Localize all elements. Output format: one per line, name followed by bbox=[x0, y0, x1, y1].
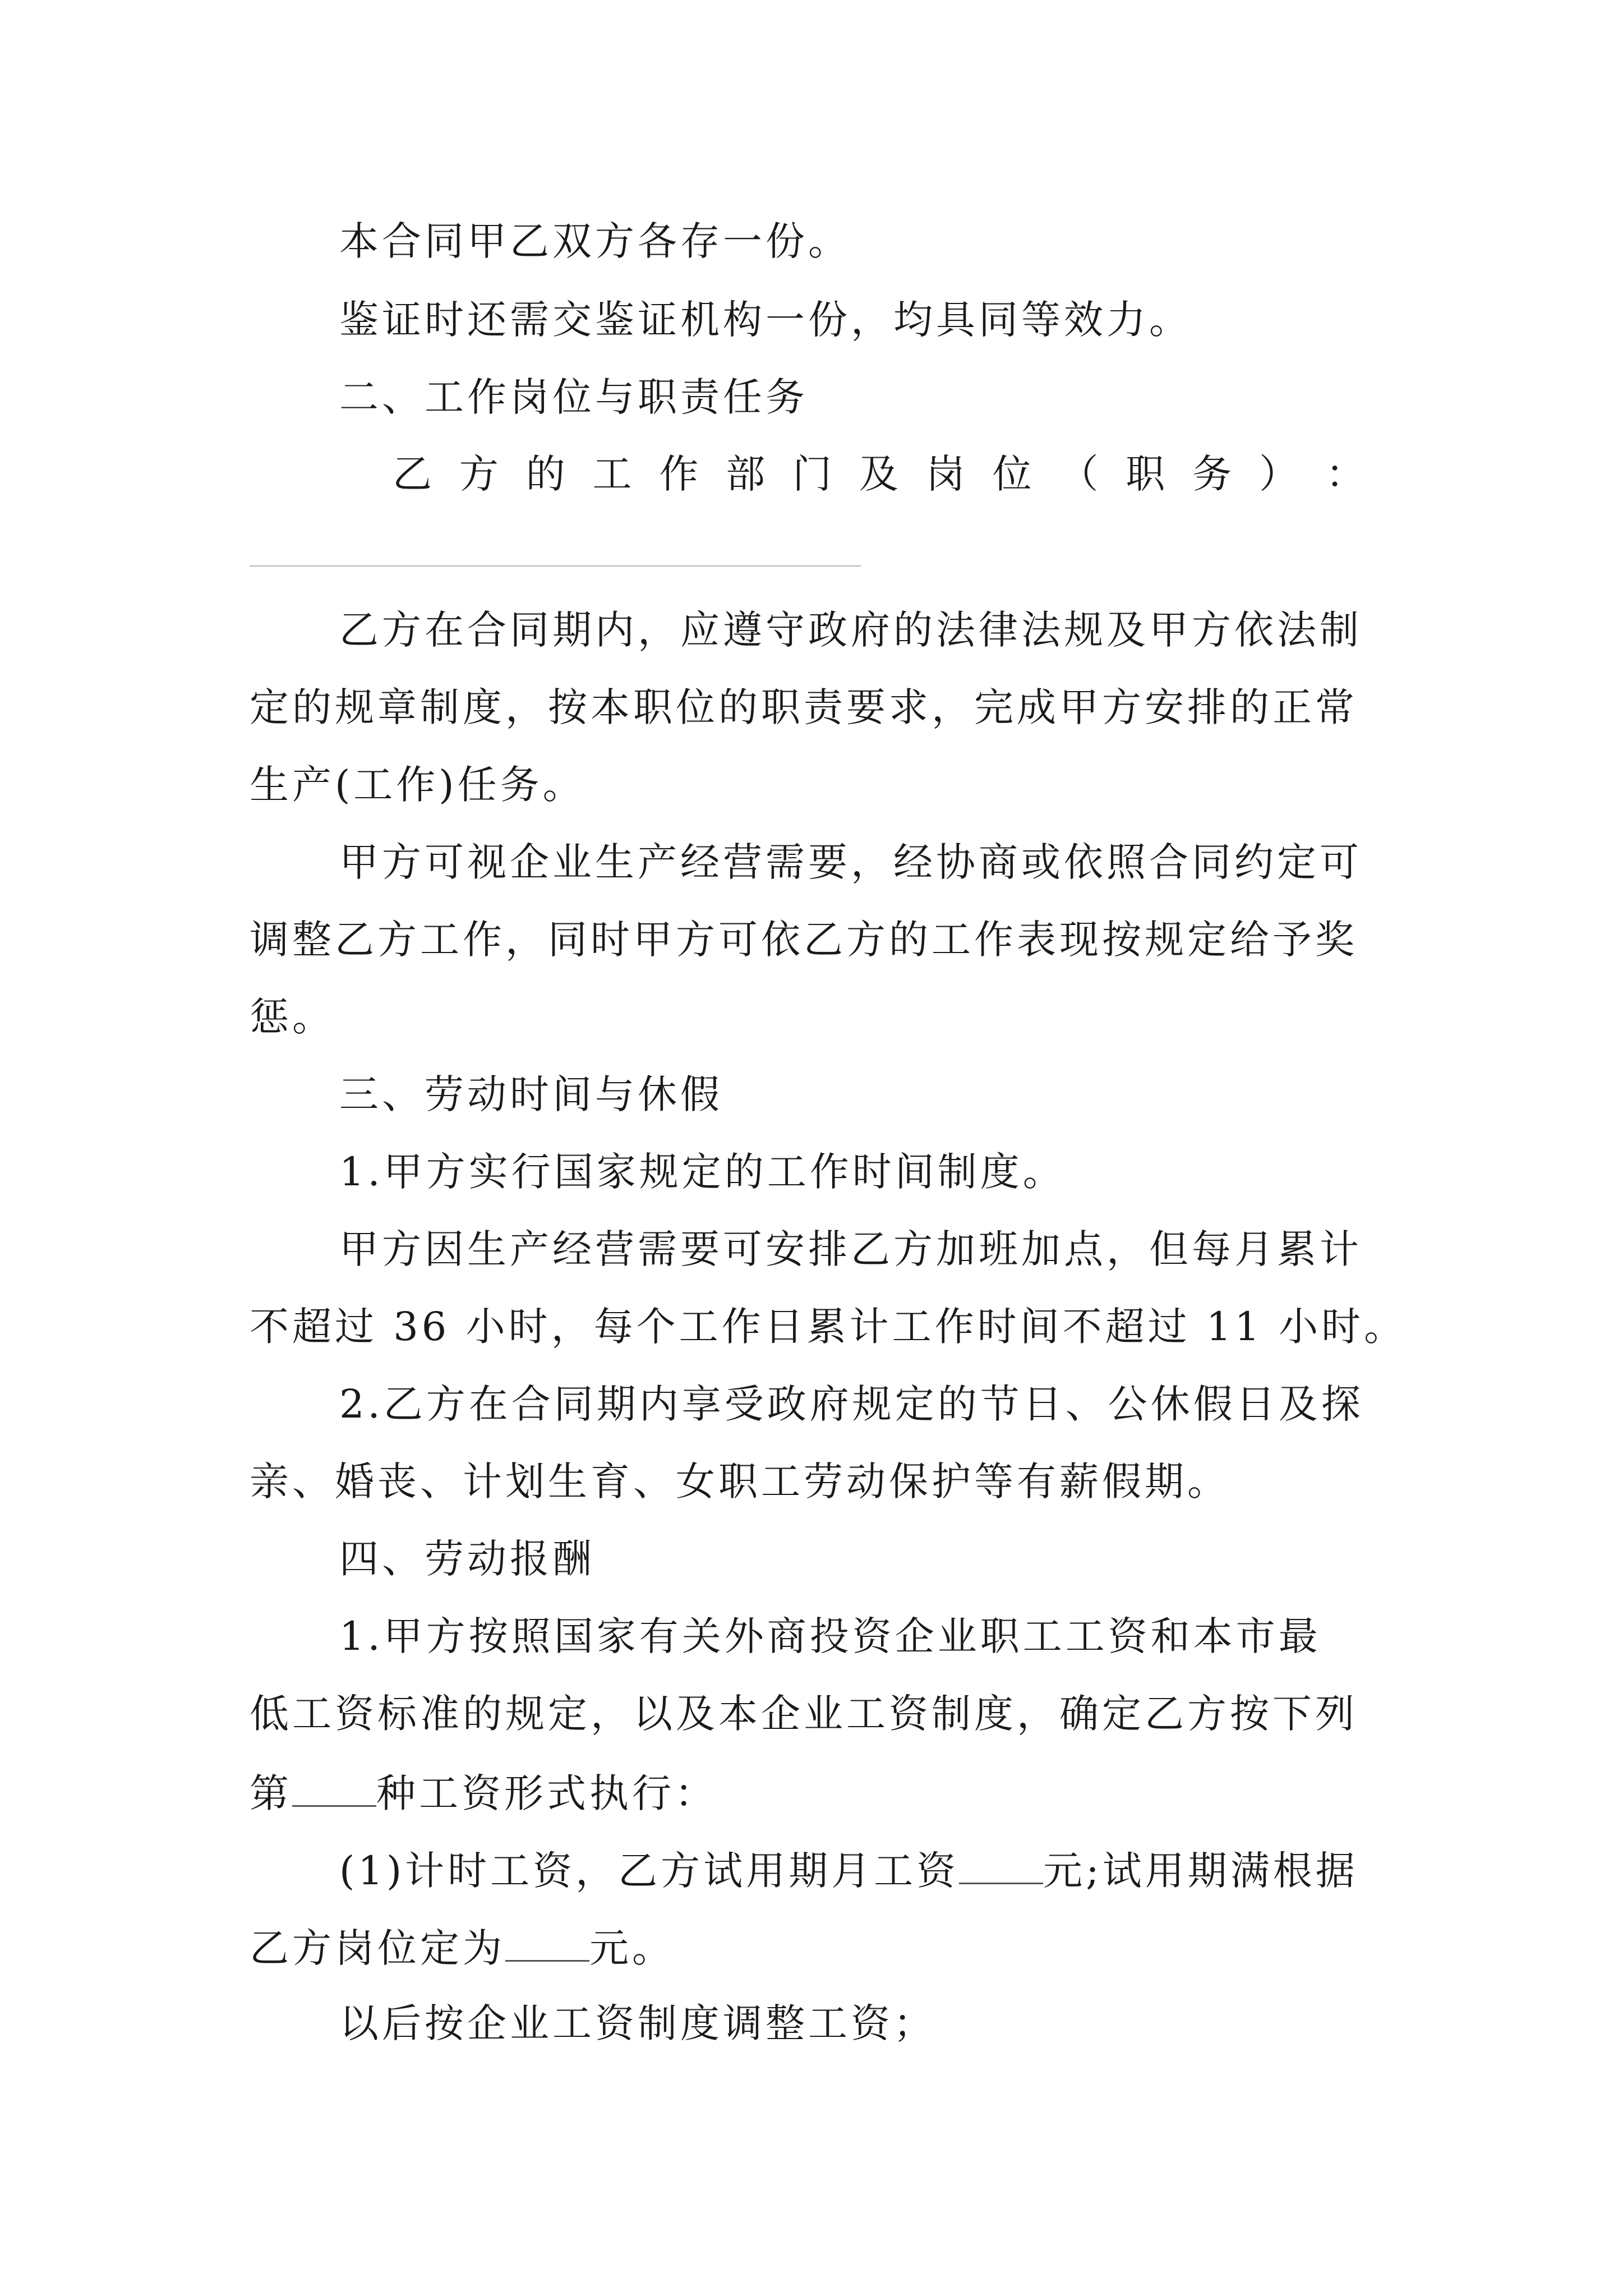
clause-3-1: 1.甲方实行国家规定的工作时间制度。 bbox=[339, 1149, 1066, 1195]
text-segment: 第 bbox=[250, 1770, 292, 1816]
label-char: 职 bbox=[1126, 451, 1169, 497]
wage-form-blank[interactable] bbox=[292, 1766, 376, 1807]
label-char: 的 bbox=[525, 451, 569, 497]
text-segment: 元。 bbox=[589, 1925, 675, 1971]
probation-wage-blank[interactable] bbox=[959, 1843, 1043, 1884]
paragraph-overtime-2: 不超过 36 小时，每个工作日累计工作时间不超过 11 小时。 bbox=[250, 1304, 1407, 1350]
paragraph-overtime-1: 甲方因生产经营需要可安排乙方加班加点，但每月累计 bbox=[339, 1226, 1362, 1272]
clause-4-1-line-3 bbox=[250, 1766, 1388, 1816]
clause-3-2-line-1: 2.乙方在合同期内享受政府规定的节日、公休假日及探 bbox=[339, 1381, 1364, 1427]
label-char: 位 bbox=[992, 451, 1035, 497]
text-segment: 乙方岗位定为 bbox=[250, 1925, 505, 1971]
paragraph-duties-1: 乙方在合同期内，应遵守政府的法律法规及甲方依法制 bbox=[339, 607, 1362, 653]
label-char: 岗 bbox=[925, 451, 969, 497]
text-segment: (1)计时工资，乙方试用期月工资 bbox=[339, 1848, 960, 1894]
paragraph-wage-adjust: 以后按企业工资制度调整工资； bbox=[339, 2000, 936, 2046]
department-position-label bbox=[393, 449, 1368, 499]
section-heading-4: 四、劳动报酬 bbox=[339, 1536, 595, 1582]
section-heading-3: 三、劳动时间与休假 bbox=[339, 1071, 723, 1117]
position-wage-blank[interactable] bbox=[505, 1921, 589, 1962]
clause-hourly-wage-line-2 bbox=[250, 1921, 1388, 1971]
label-char: 门 bbox=[792, 451, 836, 497]
clause-hourly-wage-line-1 bbox=[339, 1843, 1388, 1894]
label-char: 务 bbox=[1192, 451, 1235, 497]
paragraph-notary: 鉴证时还需交鉴证机构一份，均具同等效力。 bbox=[339, 297, 1192, 343]
paragraph-duties-2: 定的规章制度，按本职位的职责要求，完成甲方安排的正常 bbox=[250, 684, 1358, 730]
label-char: 部 bbox=[726, 451, 769, 497]
label-char: ） bbox=[1258, 451, 1302, 497]
label-char: 工 bbox=[592, 451, 635, 497]
label-char: 作 bbox=[659, 451, 702, 497]
label-char: （ bbox=[1059, 451, 1102, 497]
label-char: 方 bbox=[459, 451, 502, 497]
clause-3-2-line-2: 亲、婚丧、计划生育、女职工劳动保护等有薪假期。 bbox=[250, 1458, 1230, 1504]
text-segment: 元;试用期满根据 bbox=[1043, 1848, 1358, 1894]
clause-4-1-line-2: 低工资标准的规定，以及本企业工资制度，确定乙方按下列 bbox=[250, 1691, 1358, 1737]
section-heading-2: 二、工作岗位与职责任务 bbox=[339, 374, 808, 420]
paragraph-duties-3: 生产(工作)任务。 bbox=[250, 762, 585, 808]
text-segment: 种工资形式执行： bbox=[376, 1770, 717, 1816]
paragraph-copies: 本合同甲乙双方各存一份。 bbox=[339, 218, 851, 264]
paragraph-adjust-1: 甲方可视企业生产经营需要，经协商或依照合同约定可 bbox=[339, 839, 1362, 885]
paragraph-adjust-2: 调整乙方工作，同时甲方可依乙方的工作表现按规定给予奖 bbox=[250, 917, 1358, 963]
label-char: 及 bbox=[859, 451, 902, 497]
label-char: ： bbox=[1325, 451, 1368, 497]
paragraph-adjust-3: 惩。 bbox=[250, 994, 335, 1040]
fill-in-underline bbox=[250, 565, 861, 567]
clause-4-1-line-1: 1.甲方按照国家有关外商投资企业职工工资和本市最 bbox=[339, 1613, 1321, 1659]
label-char: 乙 bbox=[393, 451, 435, 497]
